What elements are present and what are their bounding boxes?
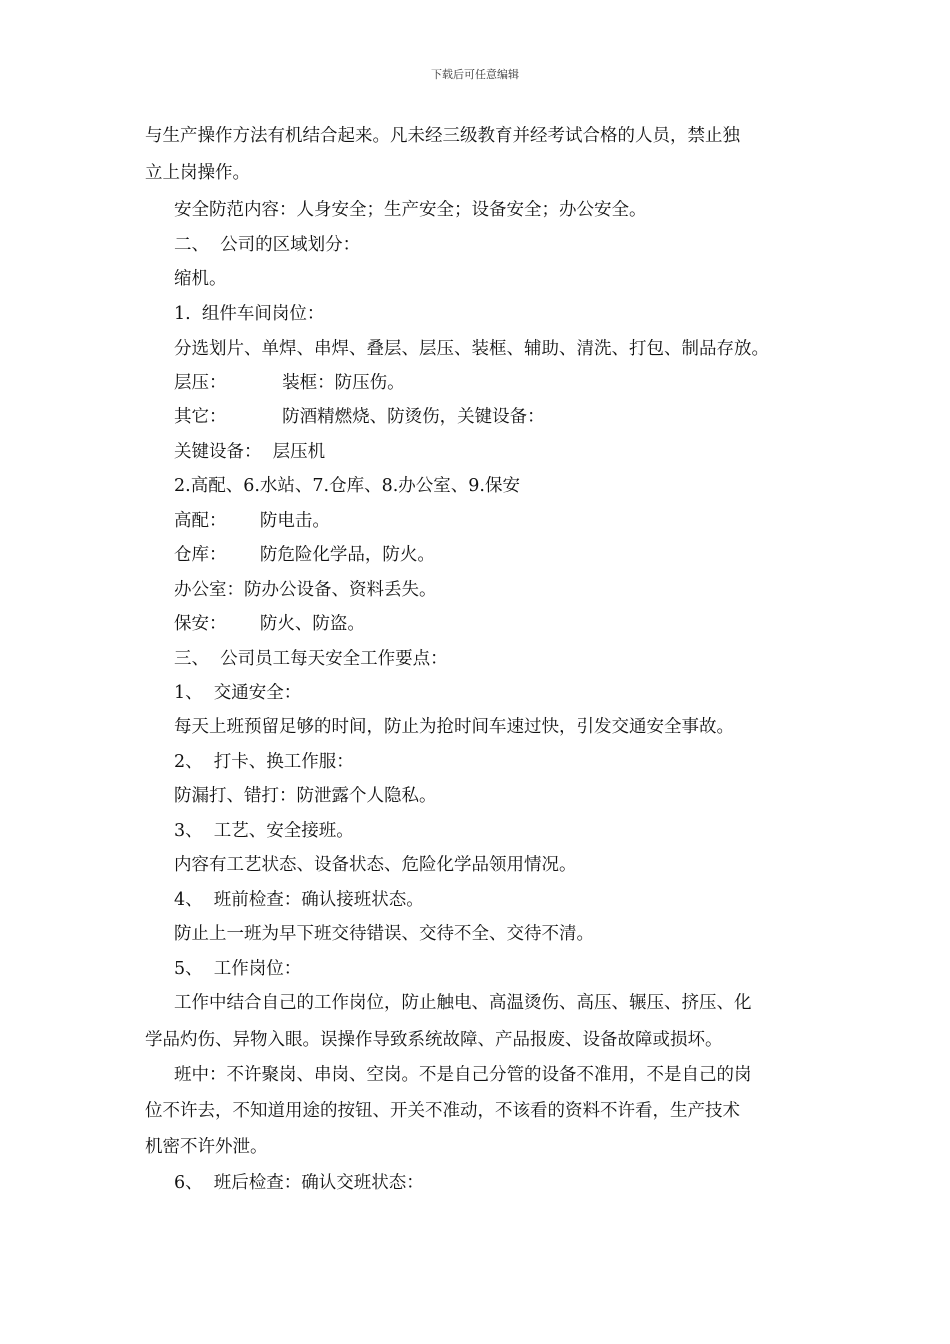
text-line: 高配： 防电击。 bbox=[174, 511, 330, 531]
text-line: 2.高配、6.水站、7.仓库、8.办公室、9.保安 bbox=[174, 476, 520, 496]
text-line: 5、 工作岗位： bbox=[174, 959, 302, 979]
text-line: 与生产操作方法有机结合起来。凡未经三级教育并经考试合格的人员，禁止独 bbox=[145, 126, 740, 146]
text-line: 班中：不许聚岗、串岗、空岗。不是自己分管的设备不准用，不是自己的岗 bbox=[174, 1065, 752, 1085]
text-line: 机密不许外泄。 bbox=[145, 1137, 268, 1157]
text-line: 学品灼伤、异物入眼。误操作导致系统故障、产品报废、设备故障或损坏。 bbox=[145, 1030, 723, 1050]
text-line: 立上岗操作。 bbox=[145, 163, 250, 183]
text-line: 保安： 防火、防盗。 bbox=[174, 614, 365, 634]
text-line: 防漏打、错打：防泄露个人隐私。 bbox=[174, 786, 437, 806]
text-line: 分选划片、单焊、串焊、叠层、层压、装框、辅助、清洗、打包、制品存放。 bbox=[174, 339, 769, 359]
text-line: 仓库： 防危险化学品，防火。 bbox=[174, 545, 435, 565]
text-line: 二、 公司的区域划分： bbox=[174, 235, 361, 255]
text-line: 安全防范内容：人身安全；生产安全；设备安全；办公安全。 bbox=[174, 200, 647, 220]
text-line: 关键设备： 层压机 bbox=[174, 442, 326, 462]
text-line: 防止上一班为早下班交待错误、交待不全、交待不清。 bbox=[174, 924, 594, 944]
text-line: 层压： 装框：防压伤。 bbox=[174, 373, 405, 393]
text-line: 2、 打卡、换工作服： bbox=[174, 752, 354, 772]
text-line: 其它： 防酒精燃烧、防烫伤，关键设备： bbox=[174, 407, 545, 427]
text-line: 办公室：防办公设备、资料丢失。 bbox=[174, 580, 437, 600]
text-line: 工作中结合自己的工作岗位，防止触电、高温烫伤、高压、辗压、挤压、化 bbox=[174, 993, 752, 1013]
text-line: 1. 组件车间岗位： bbox=[174, 304, 325, 324]
text-line: 1、 交通安全： bbox=[174, 683, 302, 703]
text-line: 每天上班预留足够的时间，防止为抢时间车速过快，引发交通安全事故。 bbox=[174, 717, 734, 737]
text-line: 内容有工艺状态、设备状态、危险化学品领用情况。 bbox=[174, 855, 577, 875]
page-header: 下载后可任意编辑 bbox=[431, 68, 519, 81]
text-line: 缩机。 bbox=[174, 269, 227, 289]
text-line: 4、 班前检查：确认接班状态。 bbox=[174, 890, 424, 910]
text-line: 位不许去，不知道用途的按钮、开关不准动，不该看的资料不许看，生产技术 bbox=[145, 1101, 740, 1121]
text-line: 6、 班后检查：确认交班状态： bbox=[174, 1173, 424, 1193]
text-line: 三、 公司员工每天安全工作要点： bbox=[174, 649, 448, 669]
text-line: 3、 工艺、安全接班。 bbox=[174, 821, 354, 841]
